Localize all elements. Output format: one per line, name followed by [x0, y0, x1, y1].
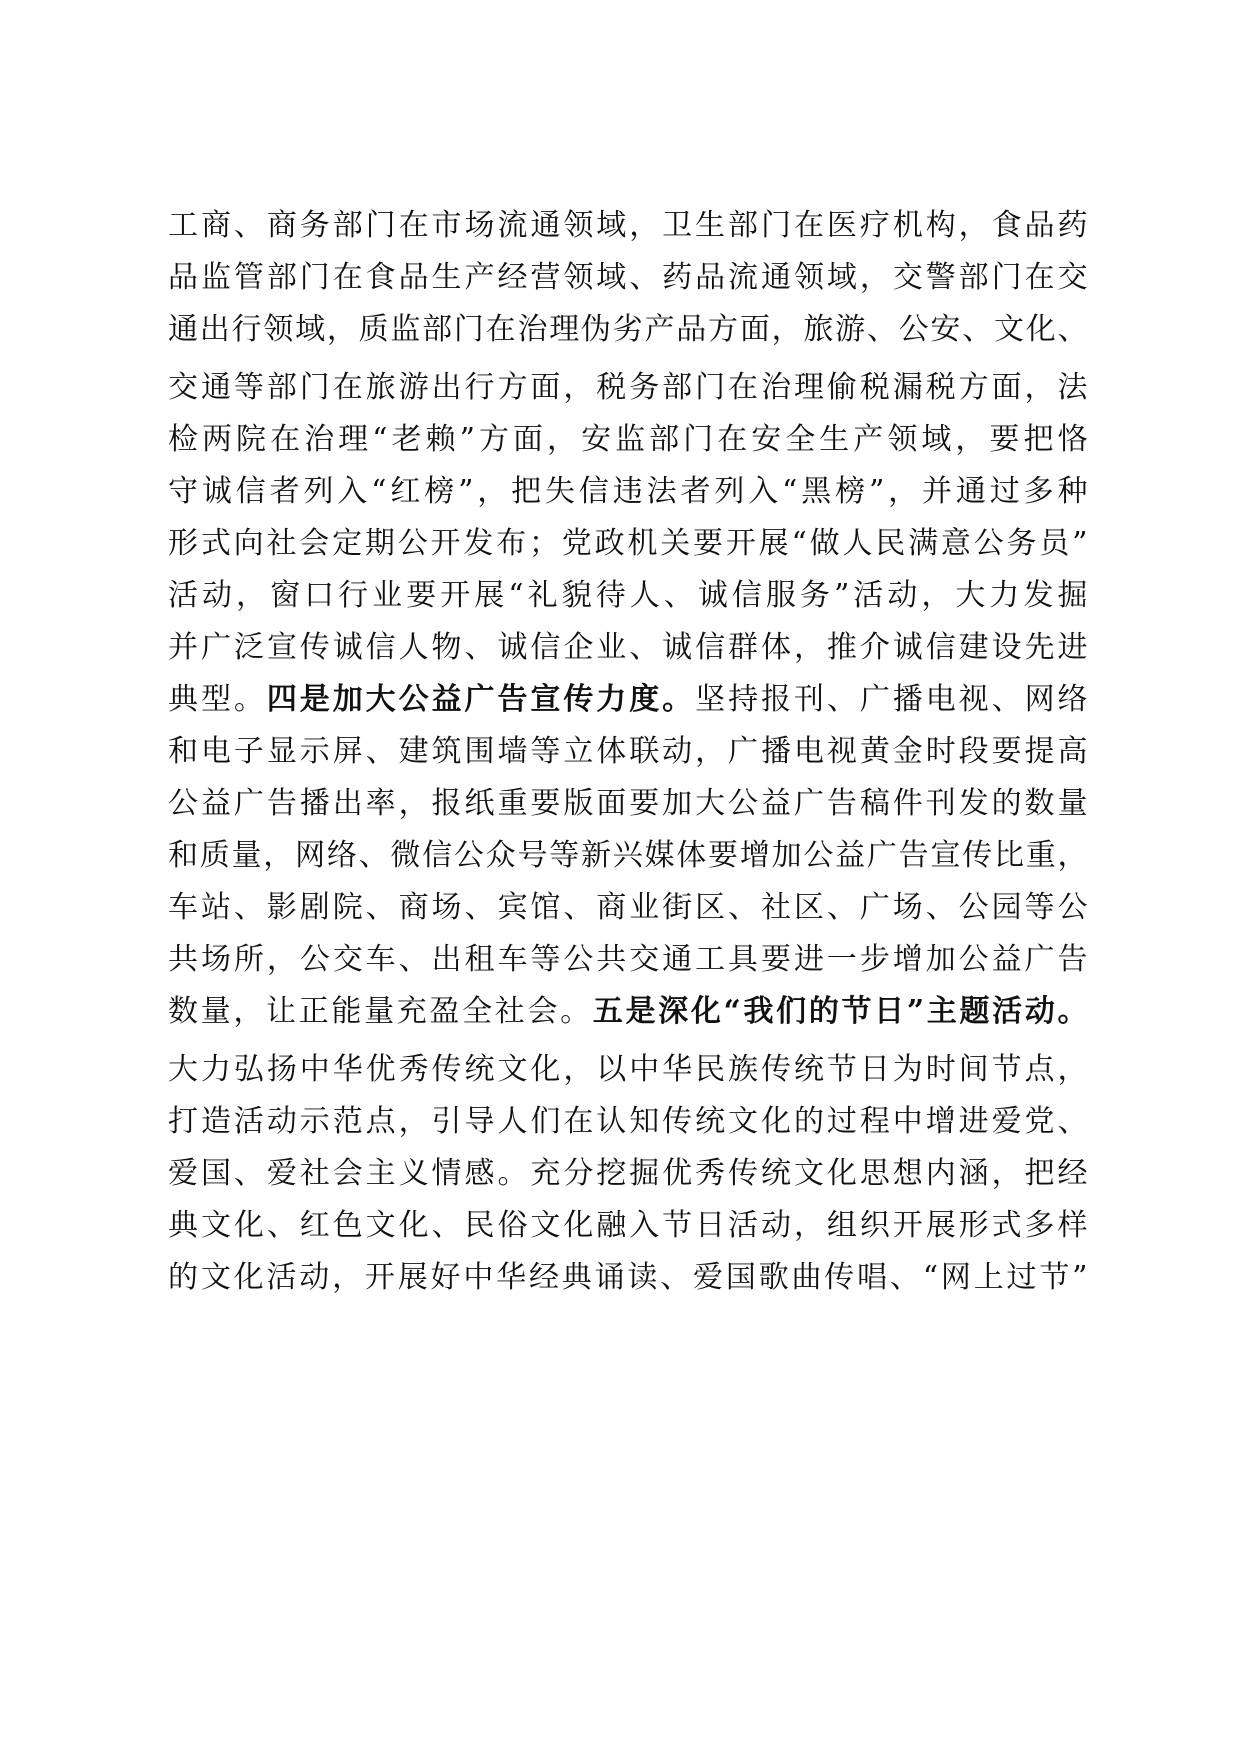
text-line: [168, 882, 1088, 934]
body-text-segment: 形式向社会定期公开发布；党政机关要开展“做人民满意公务员”: [168, 526, 1088, 561]
bold-heading-text: 五是深化“我们的节日”主题活动。: [592, 994, 1089, 1029]
body-text-segment: 工商、商务部门在市场流通领域，卫生部门在医疗机构，食品药: [168, 208, 1088, 243]
text-line: [168, 1252, 1088, 1304]
body-text-segment: 和电子显示屏、建筑围墙等立体联动，广播电视黄金时段要提高: [168, 734, 1088, 769]
text-line: [168, 622, 1088, 674]
text-line: [168, 726, 1088, 778]
text-line: [168, 1200, 1088, 1252]
body-text-segment: 公益广告播出率，报纸重要版面要加大公益广告稿件刊发的数量: [168, 786, 1088, 821]
text-line: [168, 986, 1088, 1038]
text-line: [168, 674, 1088, 726]
body-text-segment: 品监管部门在食品生产经营领域、药品流通领域，交警部门在交: [168, 260, 1088, 295]
body-text-segment: 数量，让正能量充盈全社会。: [168, 994, 593, 1029]
text-line: [168, 518, 1088, 570]
text-line: [168, 252, 1088, 304]
text-line: [168, 200, 1088, 252]
body-text-segment: 活动，窗口行业要开展“礼貌待人、诚信服务”活动，大力发掘: [168, 578, 1088, 613]
body-text-segment: 和质量，网络、微信公众号等新兴媒体要增加公益广告宣传比重，: [168, 838, 1088, 873]
body-text-segment: 典型。: [168, 682, 267, 717]
body-text-segment: 坚持报刊、广播电视、网络: [695, 682, 1089, 717]
body-text-segment: 车站、影剧院、商场、宾馆、商业街区、社区、广场、公园等公: [168, 890, 1088, 925]
text-line: [168, 778, 1088, 830]
body-text-segment: 打造活动示范点，引导人们在认知传统文化的过程中增进爱党、: [168, 1104, 1088, 1139]
body-text-segment: 检两院在治理“老赖”方面，安监部门在安全生产领域，要把恪: [168, 422, 1088, 457]
body-text-segment: 通出行领域，质监部门在治理伪劣产品方面，旅游、公安、文化、: [168, 312, 1088, 347]
body-text-segment: 典文化、红色文化、民俗文化融入节日活动，组织开展形式多样: [168, 1208, 1088, 1243]
body-text-segment: 交通等部门在旅游出行方面，税务部门在治理偷税漏税方面，法: [168, 370, 1088, 405]
text-line: [168, 414, 1088, 466]
body-text-segment: 的文化活动，开展好中华经典诵读、爱国歌曲传唱、“网上过节”: [168, 1260, 1088, 1295]
text-line: [168, 570, 1088, 622]
text-line: [168, 304, 1088, 356]
body-text-segment: 大力弘扬中华优秀传统文化，以中华民族传统节日为时间节点，: [168, 1052, 1088, 1087]
text-line: [168, 1148, 1088, 1200]
body-text-segment: 共场所，公交车、出租车等公共交通工具要进一步增加公益广告: [168, 942, 1088, 977]
body-text-segment: 守诚信者列入“红榜”，把失信违法者列入“黑榜”，并通过多种: [168, 474, 1088, 509]
text-line: [168, 466, 1088, 518]
body-text-segment: 爱国、爱社会主义情感。充分挖掘优秀传统文化思想内涵，把经: [168, 1156, 1088, 1191]
text-line: [168, 934, 1088, 986]
text-line: [168, 1096, 1088, 1148]
body-text-segment: 并广泛宣传诚信人物、诚信企业、诚信群体，推介诚信建设先进: [168, 630, 1088, 665]
text-line: [168, 1044, 1088, 1096]
text-line: [168, 362, 1088, 414]
bold-heading-text: 四是加大公益广告宣传力度。: [266, 682, 696, 717]
text-line: [168, 830, 1088, 882]
